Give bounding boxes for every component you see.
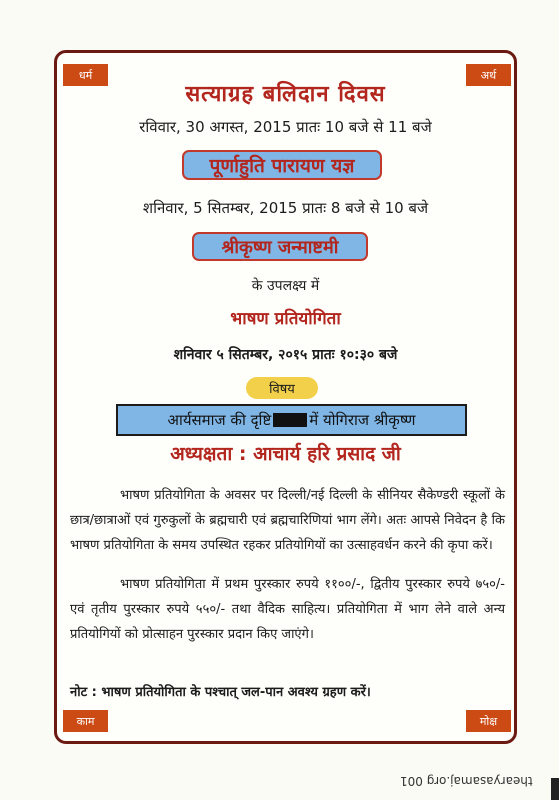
event1-datetime: रविवार, 30 अगस्त, 2015 प्रातः 10 बजे से 11 बजे bbox=[139, 118, 432, 136]
corner-label-dharma: धर्म bbox=[63, 64, 108, 86]
subject-label: विषय bbox=[246, 377, 318, 399]
redaction-mark bbox=[273, 413, 307, 427]
competition-datetime: शनिवार ५ सितम्बर, २०१५ प्रातः १०:३० बजे bbox=[173, 347, 398, 363]
subject-box bbox=[116, 404, 467, 436]
paragraph-invitation: भाषण प्रतियोगिता के अवसर पर दिल्ली/नई दिल्ली के सीनियर सैकेण्डरी स्कूलों के छात्र/छात्राओं एवं गुरुकुलों के ब्रह्मचारी एवं ब्रह्मचारिणियां भाग लेंगे। अतः आपसे निवेदन है कि भाषण प्रतियोगिता के समय उपस्थित रहकर प्रतियोगियों का उत्साहवर्धन करने की कृपा करें। bbox=[70, 488, 505, 553]
subject-text-after: में योगिराज श्रीकृष्ण bbox=[309, 411, 416, 429]
note-line: नोट : भाषण प्रतियोगिता के पश्चात् जल-पान अवश्य ग्रहण करें। bbox=[70, 685, 371, 700]
competition-heading: भाषण प्रतियोगिता bbox=[230, 309, 341, 329]
presidency-line: अध्यक्षता : आचार्य हरि प्रसाद जी bbox=[170, 443, 401, 465]
corner-label-artha: अर्थ bbox=[466, 64, 511, 86]
occasion-text: के उपलक्ष्य में bbox=[251, 278, 320, 294]
event2-title: पूर्णाहुति पारायण यज्ञ bbox=[182, 150, 382, 180]
subject-text-before: आर्यसमाज की दृष्टि bbox=[167, 411, 272, 429]
corner-label-kama: काम bbox=[63, 710, 108, 732]
paragraph-prizes: भाषण प्रतियोगिता में प्रथम पुरस्कार रुपये ११००/-, द्वितीय पुरस्कार रुपये ७५०/- एवं तृतीय पुरस्कार रुपये ५५०/- तथा वैदिक साहित्य। प्रतियोगिता में भाग लेने वाले अन्य प्रतियोगियों को प्रोत्साहन पुरस्कार प्रदान किए जाएंगे। bbox=[70, 577, 505, 642]
corner-label-moksha: मोक्ष bbox=[466, 710, 511, 732]
event2-datetime: शनिवार, 5 सितम्बर, 2015 प्रातः 8 बजे से 10 बजे bbox=[142, 199, 429, 217]
scan-edge-mark bbox=[551, 778, 559, 800]
event3-title: श्रीकृष्ण जन्माष्टमी bbox=[192, 232, 368, 261]
footer-watermark: thearyasamaj.org 001 bbox=[400, 774, 533, 788]
event1-title: सत्याग्रह बलिदान दिवस bbox=[185, 82, 386, 107]
